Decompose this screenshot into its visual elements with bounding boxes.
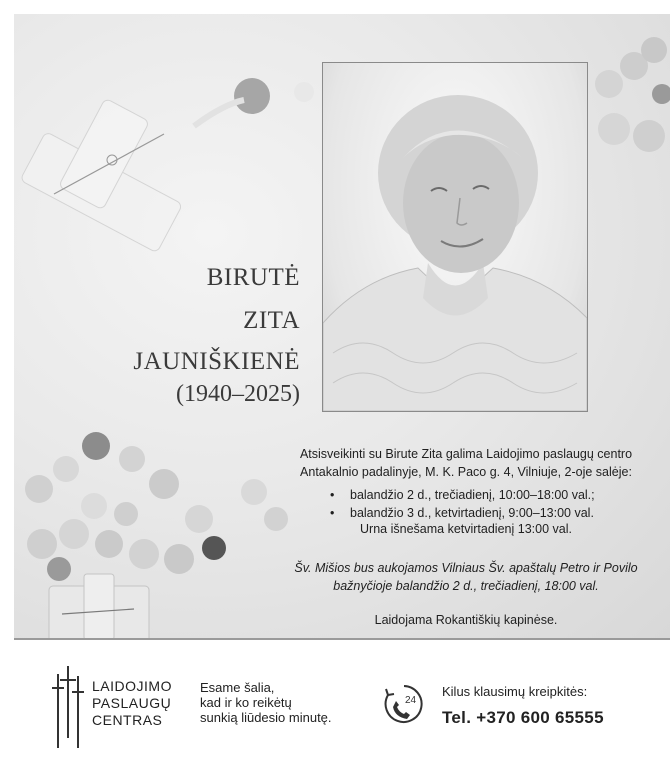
farewell-schedule <box>330 486 595 522</box>
life-years: (1940–2025) <box>176 381 300 407</box>
deceased-middle-name: ZITA <box>243 307 300 334</box>
deceased-first-name: BIRUTĖ <box>206 264 300 291</box>
portrait-icon <box>323 63 587 411</box>
logo-line: LAIDOJIMO <box>92 678 172 694</box>
triple-cross-icon <box>50 666 86 750</box>
schedule-item <box>330 486 595 504</box>
burial-place: Laidojama Rokantiškių kapinėse. <box>374 613 558 627</box>
slogan-line: Esame šalia, <box>200 680 275 695</box>
company-logo-text <box>92 678 172 729</box>
portrait-photo <box>322 62 588 412</box>
slogan <box>200 680 332 725</box>
contact-phone-link[interactable]: Tel. +370 600 65555 <box>442 708 604 727</box>
farewell-intro-line: Atsisveikinti su Birute Zita galima Laidojimo paslaugų centro <box>299 447 633 461</box>
schedule-item <box>330 504 595 522</box>
mass-info <box>276 559 656 595</box>
slogan-line: sunkią liūdesio minutę. <box>200 710 332 725</box>
schedule-item-text: balandžio 3 d., ketvirtadienį, 9:00–13:00 val. <box>350 506 594 520</box>
phone-24h-icon <box>383 683 425 725</box>
farewell-intro-line: Antakalnio padalinyje, M. K. Paco g. 4, Vilniuje, 2-oje salėje: <box>300 465 632 479</box>
mass-line: bažnyčioje balandžio 2 d., trečiadienį, 18:00 val. <box>333 579 599 593</box>
schedule-item-text: balandžio 2 d., trečiadienį, 10:00–18:00 val.; <box>350 488 595 502</box>
urn-time: Urna išnešama ketvirtadienį 13:00 val. <box>360 522 572 536</box>
contact-label: Kilus klausimų kreipkitės: <box>442 684 588 699</box>
logo-line: CENTRAS <box>92 712 163 728</box>
phone-icon-label: 24 <box>405 695 417 706</box>
bullet-icon: • <box>330 488 335 502</box>
deceased-surname: JAUNIŠKIENĖ <box>133 348 300 375</box>
slogan-line: kad ir ko reikėtų <box>200 695 292 710</box>
farewell-intro <box>276 445 656 481</box>
mass-line: Šv. Mišios bus aukojamos Vilniaus Šv. apaštalų Petro ir Povilo <box>294 561 638 575</box>
logo-line: PASLAUGŲ <box>92 695 172 711</box>
bullet-icon: • <box>330 506 335 520</box>
